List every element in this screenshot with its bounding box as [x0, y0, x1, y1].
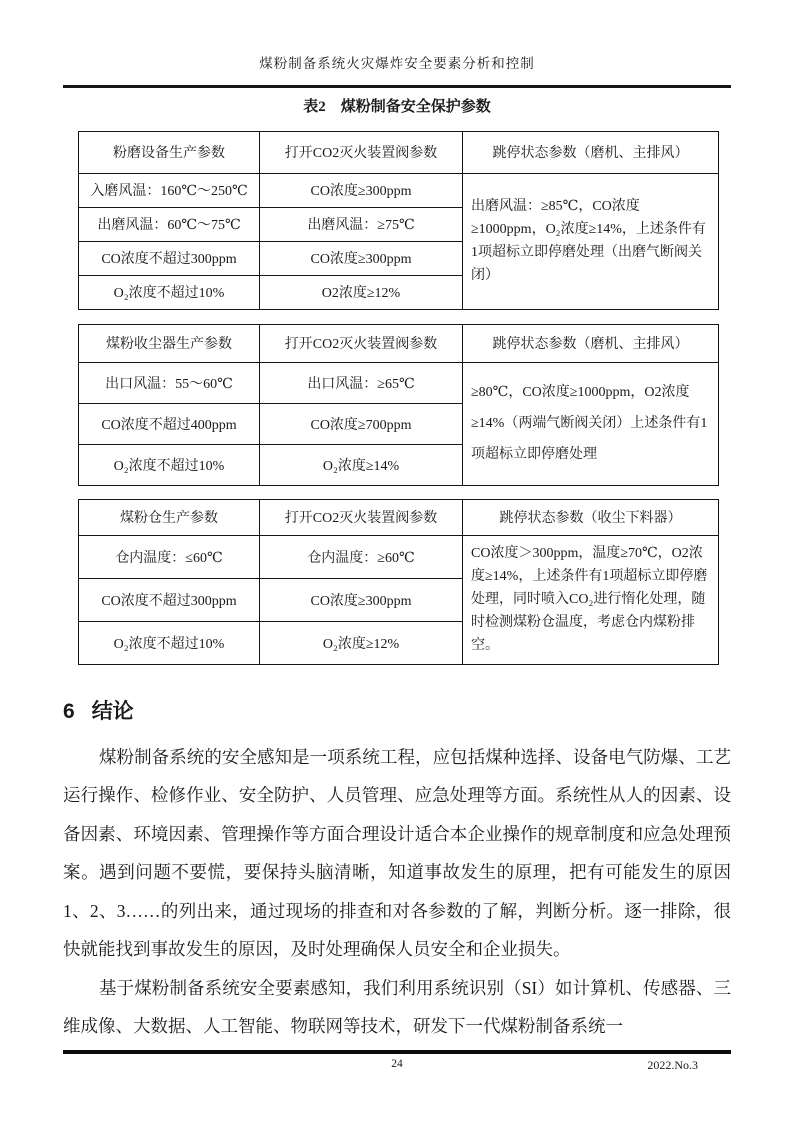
- table-row: [79, 362, 719, 403]
- table-cell: O₂浓度不超过10%: [79, 621, 260, 664]
- table-cell: CO浓度≥300ppm: [260, 578, 463, 621]
- section-title: 结论: [91, 699, 134, 723]
- safety-table-mill: [78, 131, 719, 310]
- table-cell: O₂浓度≥12%: [260, 621, 463, 664]
- issue-number: 2022.No.3: [647, 1058, 698, 1072]
- table-cell: CO浓度不超过400ppm: [79, 403, 260, 444]
- header-cell-production: 煤粉仓生产参数: [79, 499, 260, 535]
- table-cell: 出口风温：≥65℃: [260, 362, 463, 403]
- table-cell: CO浓度≥300ppm: [260, 173, 463, 207]
- table-cell: O₂浓度不超过10%: [79, 444, 260, 485]
- header-cell-trip: 跳停状态参数（磨机、主排风）: [463, 131, 719, 173]
- header-cell-co2-valve: 打开CO2灭火装置阀参数: [260, 131, 463, 173]
- body-paragraph: 基于煤粉制备系统安全要素感知，我们利用系统识别（SI）如计算机、传感器、三维成像、大数据、人工智能、物联网等技术，研发下一代煤粉制备系统一: [63, 977, 731, 1036]
- table-cell: CO浓度不超过300ppm: [79, 241, 260, 275]
- safety-table-coal-bin: [78, 499, 719, 665]
- header-cell-production: 煤粉收尘器生产参数: [79, 324, 260, 362]
- table-cell: 仓内温度：≥60℃: [260, 535, 463, 578]
- table-cell: 入磨风温：160℃～250℃: [79, 173, 260, 207]
- section-heading: [63, 695, 731, 725]
- table-header-row: [79, 131, 719, 173]
- table-cell: O₂浓度≥14%: [260, 444, 463, 485]
- safety-table-dust-collector: [78, 324, 719, 486]
- table-row: [79, 173, 719, 207]
- trip-condition-cell: CO浓度＞300ppm，温度≥70℃，O2浓度≥14%，上述条件有1项超标立即停磨处理，同时喷入CO₂进行惰化处理，随时检测煤粉仓温度，考虑仓内煤粉排空。: [463, 535, 719, 664]
- table-header-row: [79, 499, 719, 535]
- table-cell: CO浓度≥300ppm: [260, 241, 463, 275]
- footer-rule: [63, 1050, 731, 1054]
- table-cell: CO浓度≥700ppm: [260, 403, 463, 444]
- table-cell: 出磨风温：60℃～75℃: [79, 207, 260, 241]
- table-cell: O₂浓度不超过10%: [79, 275, 260, 309]
- table-header-row: [79, 324, 719, 362]
- table-cell: 仓内温度：≤60℃: [79, 535, 260, 578]
- section-number: 6: [63, 699, 75, 723]
- table-cell: CO浓度不超过300ppm: [79, 578, 260, 621]
- header-cell-co2-valve: 打开CO2灭火装置阀参数: [260, 499, 463, 535]
- page-content: [63, 0, 731, 1046]
- trip-condition-cell: ≥80℃，CO浓度≥1000ppm，O2浓度≥14%（两端气断阀关闭）上述条件有1项超标立即停磨处理: [463, 362, 719, 485]
- table-cell: 出口风温：55～60℃: [79, 362, 260, 403]
- header-cell-trip: 跳停状态参数（磨机、主排风）: [463, 324, 719, 362]
- header-cell-trip: 跳停状态参数（收尘下料器）: [463, 499, 719, 535]
- table-row: [79, 535, 719, 578]
- table-cell: 出磨风温：≥75℃: [260, 207, 463, 241]
- trip-condition-cell: 出磨风温：≥85℃，CO浓度≥1000ppm，O₂浓度≥14%，上述条件有1项超标立即停磨处理（出磨气断阀关闭）: [463, 173, 719, 309]
- header-cell-co2-valve: 打开CO2灭火装置阀参数: [260, 324, 463, 362]
- header-rule: [63, 85, 731, 88]
- table-caption: 表2 煤粉制备安全保护参数: [303, 98, 491, 115]
- header-cell-production: 粉磨设备生产参数: [79, 131, 260, 173]
- page-number: 24: [391, 1058, 403, 1070]
- table-cell: O2浓度≥12%: [260, 275, 463, 309]
- body-paragraph: 煤粉制备系统的安全感知是一项系统工程，应包括煤种选择、设备电气防爆、工艺运行操作、检修作业、安全防护、人员管理、应急处理等方面。系统性从人的因素、设备因素、环境因素、管理操作等方面合理设计适合本企业操作的规章制度和应急处理预案。遇到问题不要慌，要保持头脑清晰，知道事故发生的原理，把有可能发生的原因1、2、3……的列出来，通过现场的排查和对各参数的了解，判断分析。逐一排除，很快就能找到事故发生的原因，及时处理确保人员安全和企业损失。: [63, 746, 731, 959]
- running-header-title: 煤粉制备系统火灾爆炸安全要素分析和控制: [259, 56, 535, 71]
